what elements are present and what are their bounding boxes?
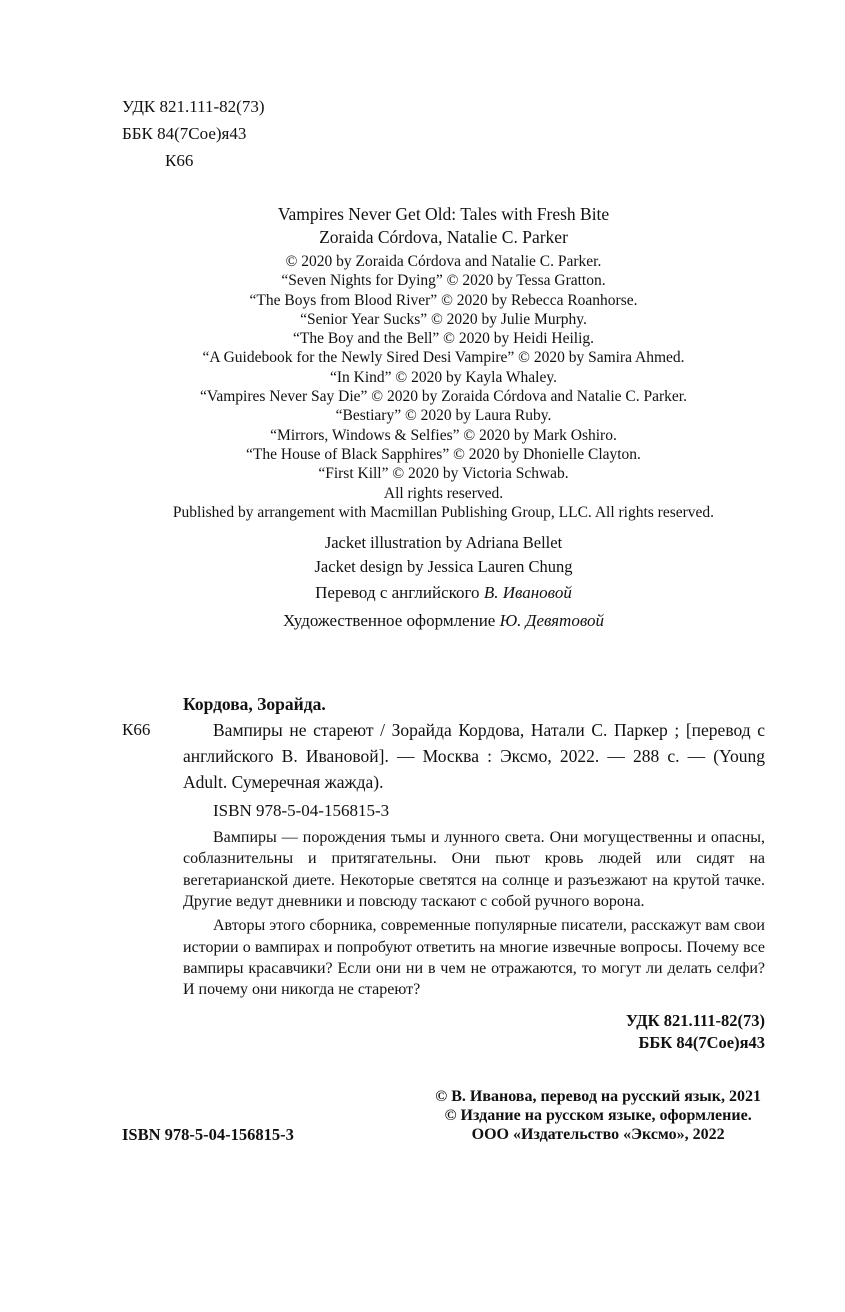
annotation-paragraph: Авторы этого сборника, современные популярные писатели, расскажут вам свои истории о вампирах и попробуют ответить на многие извечные вопросы. Почему все вампиры красавчики? Если они ни в чем не отражаются, то могут ли делать селфи? И почему они никогда не стареют?: [183, 917, 765, 999]
author-sign-top: К66: [165, 151, 194, 170]
translation-credit: [122, 579, 765, 607]
udk-code-bottom: УДК 821.111-82(73): [625, 1010, 765, 1030]
copyright-line: © 2020 by Zoraida Córdova and Natalie C. Parker.: [285, 253, 602, 270]
original-authors: Zoraida Córdova, Natalie C. Parker: [319, 227, 568, 247]
imprint-footer: [122, 1087, 765, 1144]
catalog-entry-row: [122, 717, 765, 795]
footer-isbn: ISBN 978-5-04-156815-3: [122, 1125, 294, 1144]
bbk-code-bottom: ББК 84(7Сое)я43: [638, 1032, 765, 1052]
copyright-line: “Senior Year Sucks” © 2020 by Julie Murphy.: [300, 310, 587, 328]
translator-name: В. Ивановой: [483, 583, 572, 603]
copyright-line: “Bestiary” © 2020 by Laura Ruby.: [335, 407, 552, 425]
copyright-line: “Vampires Never Say Die” © 2020 by Zoraida Córdova and Natalie C. Parker.: [200, 388, 687, 406]
catalog-card: [122, 691, 765, 1053]
udk-code-top: УДК 821.111-82(73): [122, 97, 265, 116]
copyright-line: “In Kind” © 2020 by Kayla Whaley.: [330, 368, 557, 386]
top-classification-codes: [122, 93, 765, 174]
original-title: Vampires Never Get Old: Tales with Fresh Bite: [277, 204, 610, 224]
copyright-line: “The Boy and the Bell” © 2020 by Heidi Heilig.: [292, 330, 595, 348]
catalog-isbn: ISBN 978-5-04-156815-3: [213, 801, 390, 821]
copyright-line: “A Guidebook for the Newly Sired Desi Vampire” © 2020 by Samira Ahmed.: [202, 349, 685, 367]
copyright-line: “The Boys from Blood River” © 2020 by Rebecca Roanhorse.: [249, 291, 638, 309]
catalog-author-heading: Кордова, Зорайда.: [183, 694, 326, 715]
author-sign-catalog: К66: [122, 720, 151, 740]
credits-block: [122, 531, 765, 635]
jacket-design-credit: Jacket design by Jessica Lauren Chung: [314, 557, 573, 577]
footer-copyright-line: © В. Иванова, перевод на русский язык, 2021: [435, 1088, 761, 1105]
art-credit-prefix: Художественное оформление: [282, 611, 496, 631]
english-copyright-block: [122, 203, 765, 522]
bbk-code-top: ББК 84(7Сое)я43: [122, 124, 247, 143]
art-credit: [122, 607, 765, 635]
jacket-illustration-credit: Jacket illustration by Adriana Bellet: [324, 533, 563, 553]
footer-copyright-line: ООО «Издательство «Эксмо», 2022: [471, 1126, 725, 1143]
copyright-line: “First Kill” © 2020 by Victoria Schwab.: [318, 465, 569, 483]
copyright-line: “Seven Nights for Dying” © 2020 by Tessa Gratton.: [281, 272, 606, 290]
annotation-paragraph: Вампиры — порождения тьмы и лунного света. Они могущественны и опасны, соблазнительны и притягательны. Они пьют кровь людей или сидят на вегетарианской диете. Некоторые светятся на солнце и разъезжают на крутой тачке. Другие ведут дневники и повсюду таскают с собой ручного ворона.: [183, 829, 765, 911]
copyright-lines: [122, 252, 765, 522]
copyright-line: “Mirrors, Windows & Selfies” © 2020 by Mark Oshiro.: [270, 426, 617, 444]
footer-copyright-line: © Издание на русском языке, оформление.: [444, 1107, 752, 1124]
bottom-classification-codes: [183, 1010, 765, 1054]
copyright-line: “The House of Black Sapphires” © 2020 by Dhonielle Clayton.: [246, 445, 641, 463]
copyright-line: Published by arrangement with Macmillan Publishing Group, LLC. All rights reserved.: [172, 503, 715, 521]
art-designer-name: Ю. Девятовой: [499, 611, 604, 631]
catalog-entry: Вампиры не стареют / Зорайда Кордова, Натали С. Паркер ; [перевод с английского В. Ивановой]. — Москва : Эксмо, 2022. — 288 с. — (Young Adult. Сумеречная жажда).: [183, 720, 765, 793]
translation-credit-prefix: Перевод с английского: [315, 583, 480, 603]
footer-copyright-block: [435, 1087, 761, 1144]
copyright-line: All rights reserved.: [383, 484, 504, 502]
